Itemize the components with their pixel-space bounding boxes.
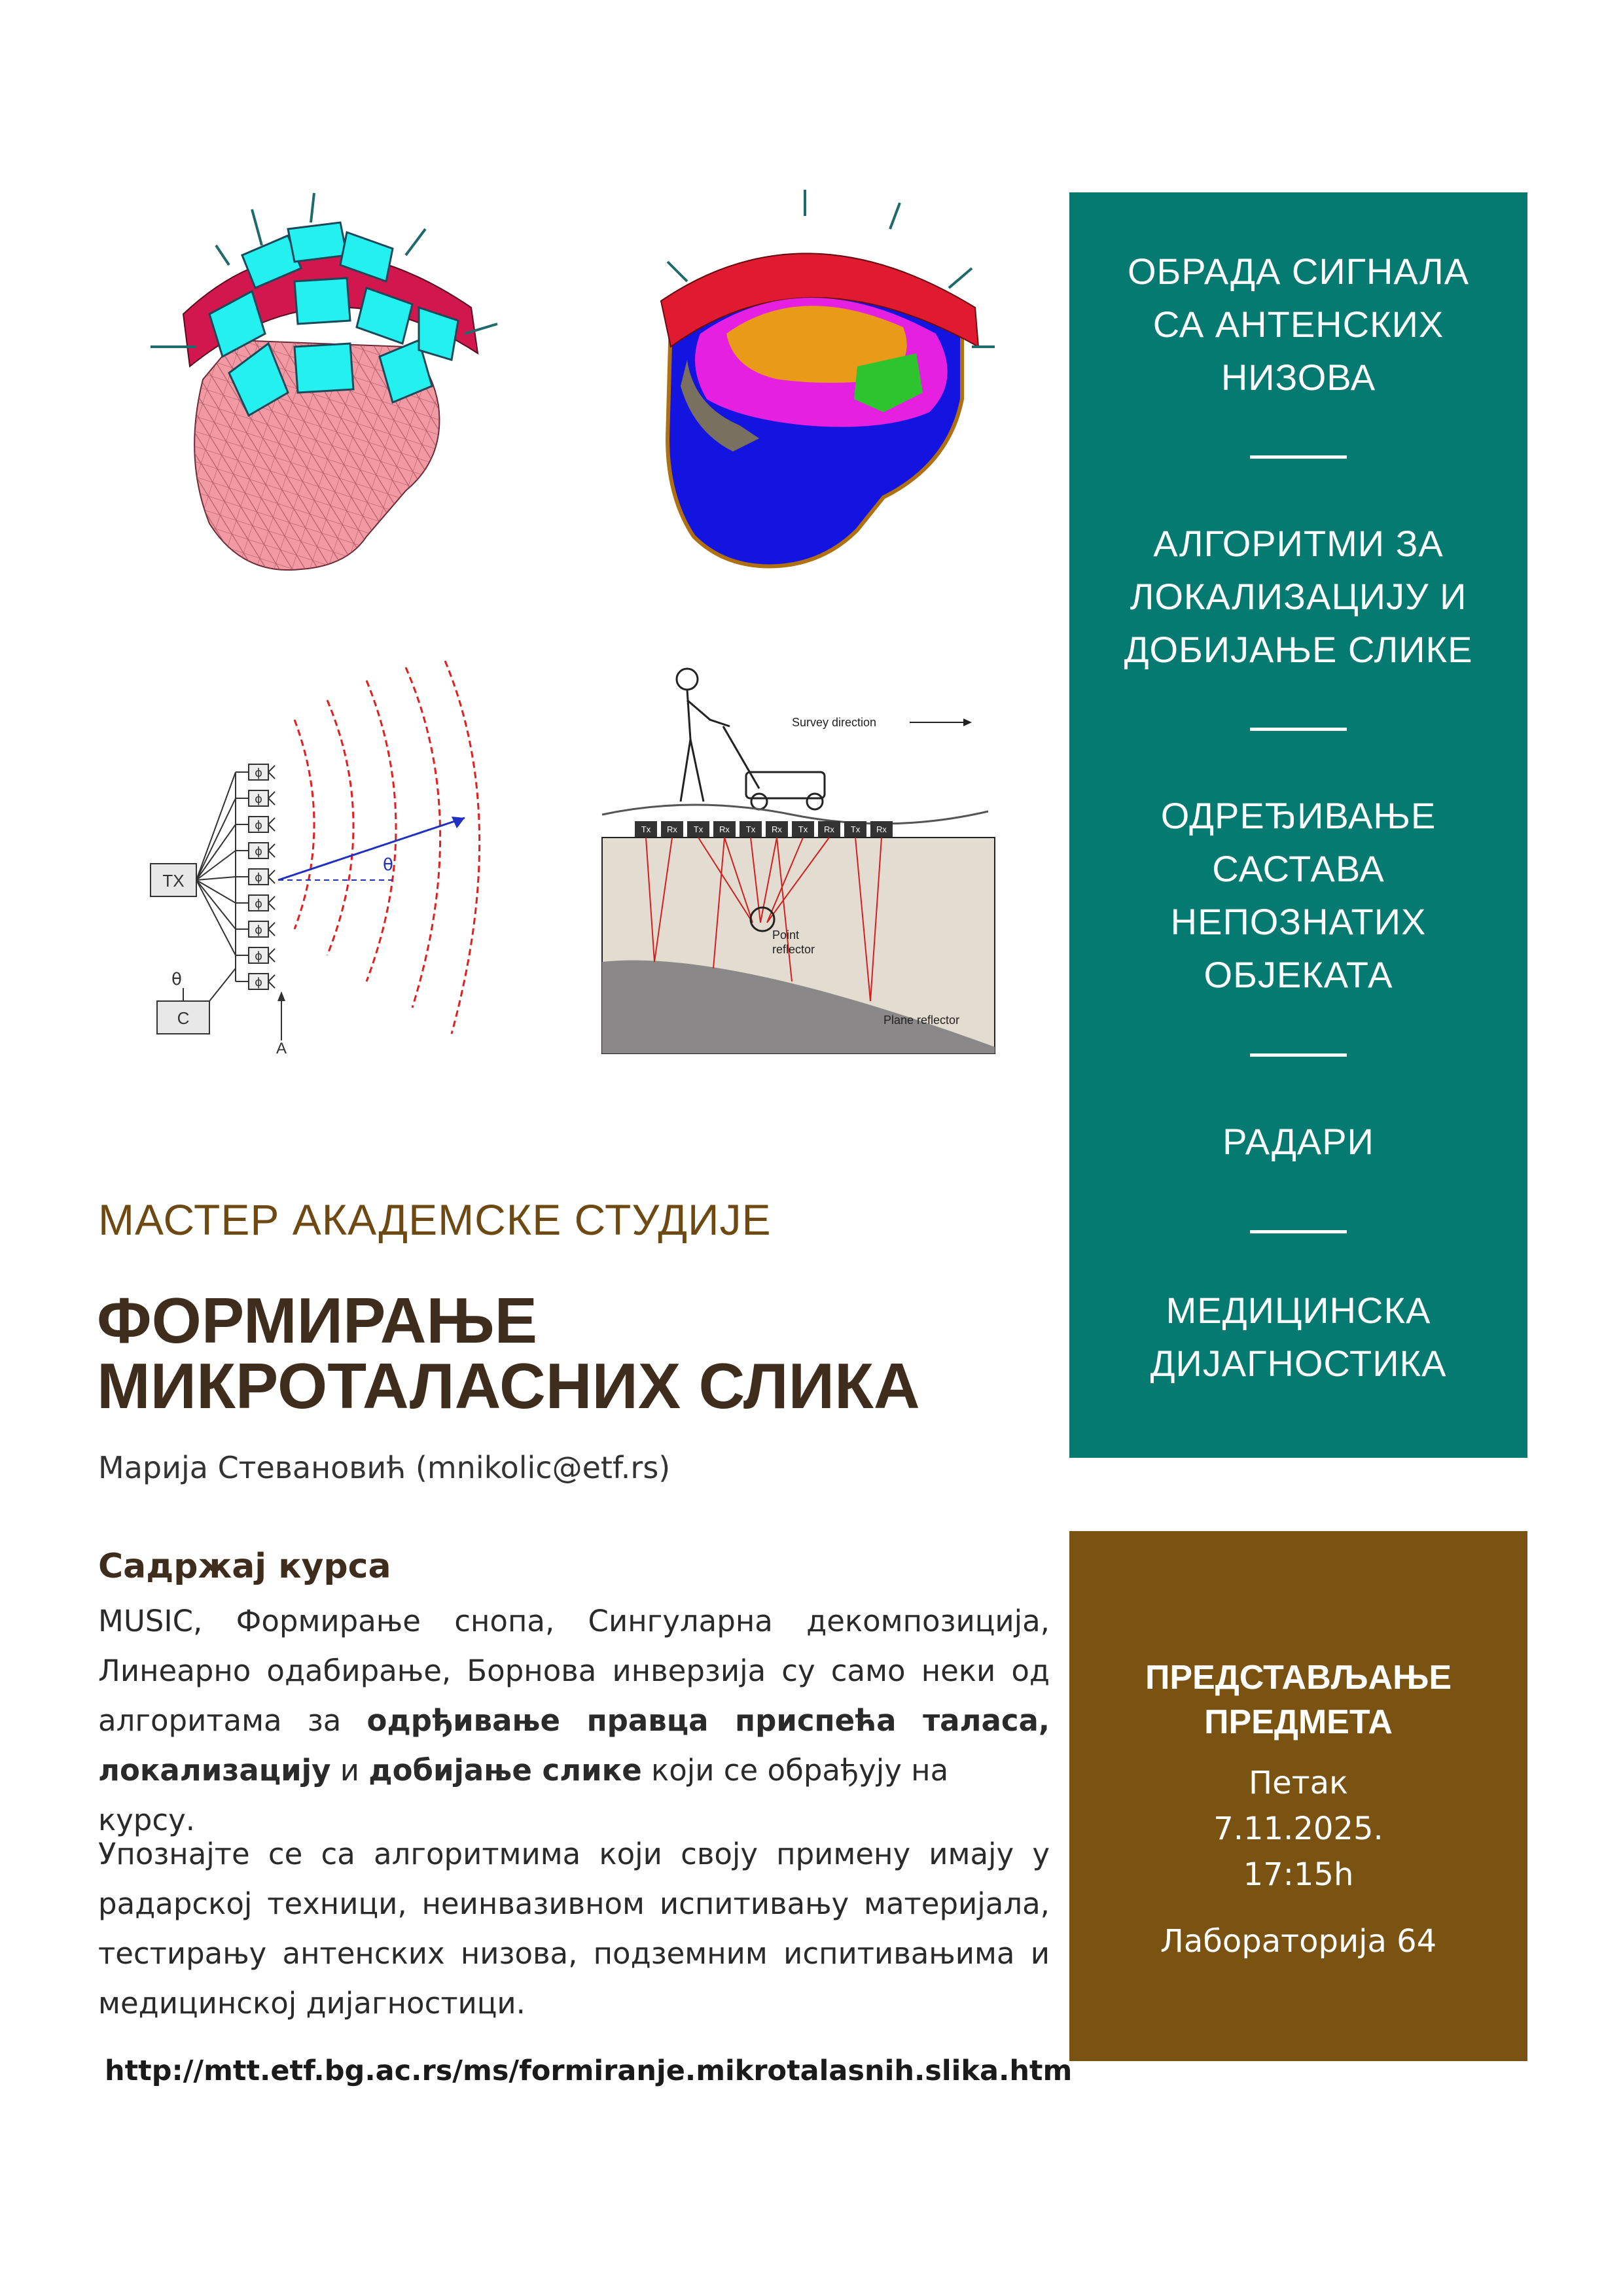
theta-angle-label: θ (383, 855, 393, 875)
presentation-box (1069, 1531, 1527, 2061)
course-title: ФОРМИРАЊЕ МИКРОТАЛАСНИХ СЛИКА (97, 1284, 920, 1422)
svg-text:ϕ: ϕ (255, 871, 262, 885)
author: Марија Стевановић (mnikolic@etf.rs) (98, 1450, 671, 1485)
course-description: MUSIC, Формирање снопа, Сингуларна декомпозиција, Линеарно одабирање, Борнова инверзија су само неки од алгоритама за одрђивање правца приспећа таласа, локализацију и добијање слике који се обрађују на курсу. (98, 1604, 1050, 1837)
a-label: A (276, 1040, 287, 1053)
presentation-title: ПРЕДСТАВЉАЊЕ ПРЕДМЕТА (1145, 1659, 1452, 1741)
svg-text:Rx: Rx (876, 824, 887, 834)
svg-text:ϕ: ϕ (255, 923, 262, 937)
presentation-room: Лабораторија 64 (1160, 1923, 1437, 1960)
content-heading: Садржај курса (98, 1547, 391, 1586)
svg-text:Tx: Tx (693, 824, 704, 834)
topic-radars: РАДАРИ (1222, 1121, 1374, 1162)
presentation-day: Петак (1249, 1765, 1348, 1801)
theta-control-label: θ (171, 970, 182, 989)
svg-text:ϕ: ϕ (255, 949, 262, 963)
svg-text:Rx: Rx (772, 824, 782, 834)
topic-localization-algorithms: АЛГОРИТМИ ЗА ЛОКАЛИЗАЦИЈУ И ДОБИЈАЊЕ СЛИКЕ (1124, 523, 1473, 670)
gpr-survey-diagram (596, 654, 1001, 1060)
presentation-time: 17:15h (1243, 1856, 1354, 1893)
divider (1250, 728, 1347, 731)
applications-paragraph: Упознајте се са алгоритмима који своју примену имају у радарској техници, неинвазивном испитивању материјала, тестирању антенских низова, подземним испитивањима и медицинској дијагностици. (98, 1837, 1050, 2021)
c-label: C (177, 1008, 190, 1028)
divider (1250, 1053, 1347, 1057)
svg-text:Tx: Tx (745, 824, 756, 834)
svg-text:ϕ: ϕ (255, 819, 262, 832)
svg-text:Tx: Tx (641, 824, 651, 834)
svg-text:ϕ: ϕ (255, 976, 262, 989)
svg-text:ϕ: ϕ (255, 766, 262, 780)
topics-sidebar (1069, 192, 1527, 1458)
svg-text:Rx: Rx (719, 824, 730, 834)
antenna-array-diagram (137, 654, 517, 1053)
program-subtitle: МАСТЕР АКАДЕМСКЕ СТУДИЈЕ (98, 1195, 772, 1244)
svg-text:Rx: Rx (824, 824, 834, 834)
svg-text:ϕ: ϕ (255, 792, 262, 806)
divider (1250, 455, 1347, 459)
presentation-date: 7.11.2025. (1213, 1810, 1383, 1847)
svg-text:Tx: Tx (850, 824, 861, 834)
divider (1250, 1230, 1347, 1233)
course-url[interactable]: http://mtt.etf.bg.ac.rs/ms/formiranje.mikrotalasnih.slika.htm (105, 2055, 1073, 2087)
head-cross-section-figure (609, 190, 1001, 582)
survey-direction-label: Survey direction (792, 716, 877, 729)
svg-text:Tx: Tx (798, 824, 808, 834)
plane-reflector-label: Plane reflector (883, 1014, 960, 1027)
svg-text:ϕ: ϕ (255, 897, 262, 911)
topic-medical-diagnostics: МЕДИЦИНСКА ДИЈАГНОСТИКА (1150, 1290, 1447, 1384)
point-reflector-label-line1: Point (772, 928, 800, 942)
tx-label: TX (162, 871, 185, 891)
topic-signal-processing: ОБРАДА СИГНАЛА СА АНТЕНСКИХ НИЗОВА (1127, 251, 1470, 398)
svg-text:Rx: Rx (667, 824, 677, 834)
point-reflector-label-line2: reflector (772, 943, 815, 956)
head-antenna-array-figure (131, 183, 524, 576)
topic-unknown-objects: ОДРЕЂИВАЊЕ САСТАВА НЕПОЗНАТИХ ОБЈЕКАТА (1160, 795, 1436, 995)
svg-text:ϕ: ϕ (255, 845, 262, 858)
